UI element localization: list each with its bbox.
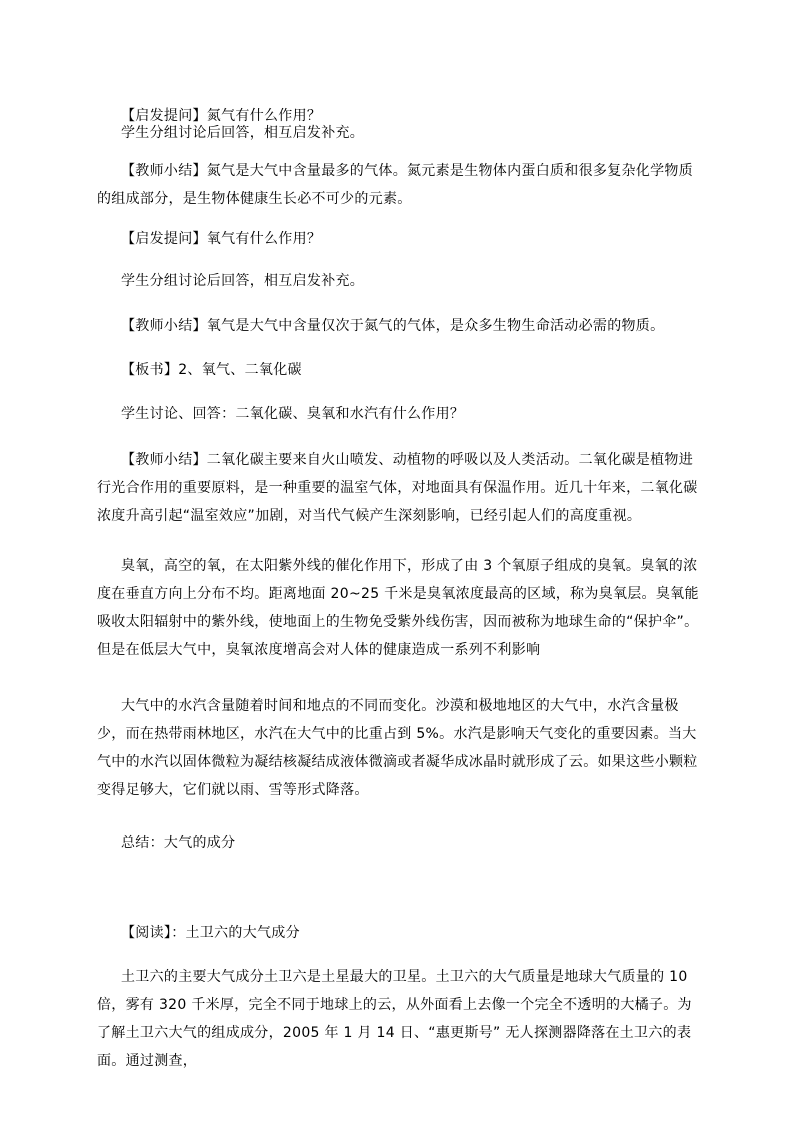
paragraph-student-discussion-2: 学生分组讨论后回答，相互启发补充。 (121, 273, 365, 289)
paragraph-summary-co2: 【教师小结】二氧化碳主要来自火山喷发、动植物的呼吸以及人类活动。二氧化碳是植物进行光合作用的重要原料，是一种重要的温室气体，对地面具有保温作用。近几十年来，二氧化碳浓度升高引起“温室效应”加剧，对当代气候产生深刻影响，已经引起人们的高度重视。 (97, 452, 698, 524)
paragraph-ozone: 臭氧，高空的氧，在太阳紫外线的催化作用下，形成了由 3 个氧原子组成的臭氧。臭氧的浓度在垂直方向上分布不均。距离地面 20~25 千米是臭氧浓度最高的区域，称为臭氧层。臭氧能吸收太阳辐射中的紫外线，使地面上的生物免受紫外线伤害，因而被称为地球生命的“保护伞”。但是在低层大气中，臭氧浓度增高会对人体的健康造成一系列不利影响 (97, 558, 699, 658)
paragraph-student-discussion-1: 学生分组讨论后回答，相互启发补充。 (121, 125, 365, 141)
paragraph-summary-nitrogen: 【教师小结】氮气是大气中含量最多的气体。氮元素是生物体内蛋白质和很多复杂化学物质的组成部分，是生物体健康生长必不可少的元素。 (97, 163, 693, 207)
paragraph-summary-oxygen: 【教师小结】氧气是大气中含量仅次于氮气的气体，是众多生物生命活动必需的物质。 (121, 318, 665, 334)
paragraph-question-oxygen: 【启发提问】氧气有什么作用？ (121, 231, 322, 247)
paragraph-question-nitrogen: 【启发提问】氮气有什么作用？ (121, 108, 322, 124)
paragraph-student-answer: 学生讨论、回答：二氧化碳、臭氧和水汽有什么作用？ (121, 406, 465, 422)
paragraph-conclusion: 总结：大气的成分 (121, 835, 236, 851)
paragraph-titan-atmosphere: 土卫六的主要大气成分土卫六是土星最大的卫星。土卫六的大气质量是地球大气质量的 10 倍，雾有 320 千米厚，完全不同于地球上的云，从外面看上去像一个完全不透明的大橘子。为了解土卫六大气的组成成分，2005 年 1 月 14 日、“惠更斯号” 无人探测器降落在土卫六的表面。通过测查， (97, 969, 692, 1069)
paragraph-board-note: 【板书】2、氧气、二氧化碳 (121, 362, 302, 378)
paragraph-water-vapor: 大气中的水汽含量随着时间和地点的不同而变化。沙漠和极地地区的大气中，水汽含量极少，而在热带雨林地区，水汽在大气中的比重占到 5%。水汽是影响天气变化的重要因素。当大气中的水汽以固体微粒为凝结核凝结成液体微滴或者凝华成冰晶时就形成了云。如果这些小颗粒变得足够大，它们就以雨、雪等形式降落。 (97, 698, 698, 798)
paragraph-reading-title: 【阅读】：土卫六的大气成分 (121, 925, 300, 941)
